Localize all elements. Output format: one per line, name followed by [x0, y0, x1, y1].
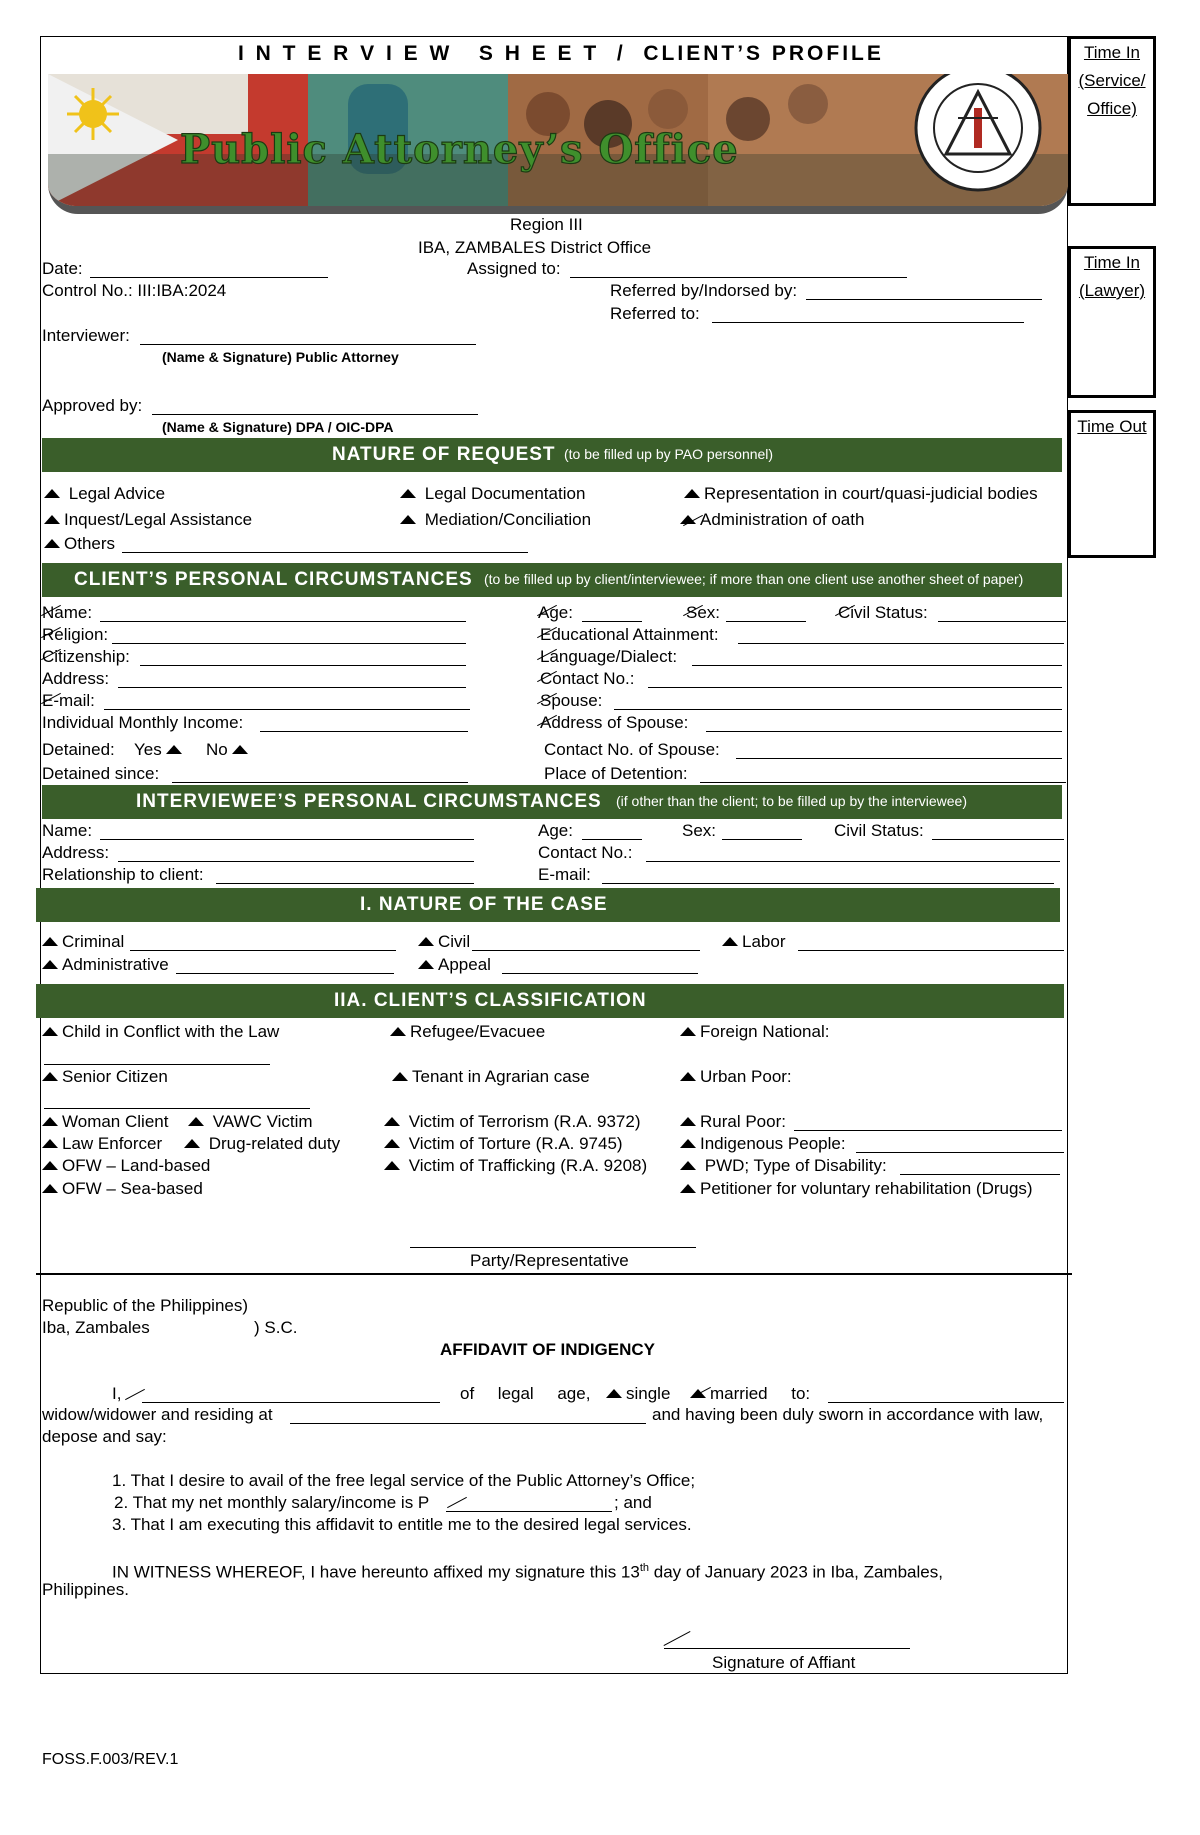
client-spouse-field[interactable]	[614, 709, 1062, 710]
class-pwd[interactable]: PWD; Type of Disability:	[680, 1156, 887, 1176]
client-detention-place-field[interactable]	[700, 782, 1066, 783]
client-note: (to be filled up by client/interviewee; if more than one client use another sheet of paper)	[484, 571, 1024, 587]
affidavit-widow-residing: widow/widower and residing at	[42, 1405, 273, 1424]
class-indigenous-field[interactable]	[856, 1152, 1064, 1153]
case-administrative[interactable]: Administrative	[42, 955, 169, 975]
client-detained-label: Detained:	[42, 740, 115, 759]
client-detained-since-field[interactable]	[172, 782, 468, 783]
client-email-label: E-mail:	[42, 691, 95, 710]
checkbox-triangle-icon	[384, 1117, 400, 1126]
interviewee-sex-label: Sex:	[682, 821, 717, 840]
client-heading: CLIENT’S PERSONAL CIRCUMSTANCES	[74, 569, 473, 590]
checkbox-triangle-icon	[722, 937, 738, 946]
client-name-label: Name:	[42, 603, 93, 622]
client-spouse-contact-field[interactable]	[736, 758, 1062, 759]
checkbox-triangle-icon	[42, 1072, 58, 1081]
client-sex-field[interactable]	[726, 621, 806, 622]
referred-by-field[interactable]	[806, 299, 1042, 300]
class-terrorism-victim[interactable]: Victim of Terrorism (R.A. 9372)	[384, 1112, 641, 1132]
checkbox-triangle-icon	[680, 1184, 696, 1193]
checkbox-triangle-icon	[680, 1161, 696, 1170]
checkbox-triangle-icon	[42, 1184, 58, 1193]
checkbox-triangle-icon	[42, 937, 58, 946]
checkbox-triangle-icon	[680, 1072, 696, 1081]
date-label: Date:	[42, 259, 83, 278]
checkbox-triangle-icon	[384, 1161, 400, 1170]
client-education-label: Educational Attainment:	[540, 625, 719, 644]
interviewee-sex-field[interactable]	[722, 839, 802, 840]
request-legal-documentation[interactable]: Legal Documentation	[400, 484, 585, 504]
checkbox-triangle-icon	[384, 1139, 400, 1148]
checkbox-triangle-icon	[418, 937, 434, 946]
section-divider	[36, 1273, 1072, 1275]
interviewee-contact-label: Contact No.:	[538, 843, 633, 862]
referred-to-label: Referred to:	[610, 304, 700, 323]
interviewee-email-label: E-mail:	[538, 865, 591, 884]
class-trafficking-victim[interactable]: Victim of Trafficking (R.A. 9208)	[384, 1156, 647, 1176]
class-pwd-field[interactable]	[900, 1174, 1060, 1175]
case-appeal[interactable]: Appeal	[418, 955, 491, 975]
case-administrative-field[interactable]	[176, 973, 394, 974]
affidavit-item-2-end: ; and	[614, 1493, 652, 1512]
checkbox-triangle-icon	[680, 1139, 696, 1148]
checkbox-triangle-icon	[684, 489, 700, 498]
class-urban-poor[interactable]: Urban Poor:	[680, 1067, 792, 1087]
request-others[interactable]: Others	[44, 534, 115, 554]
checkbox-triangle-icon	[42, 1027, 58, 1036]
interviewee-address-label: Address:	[42, 843, 110, 862]
classification-bar	[36, 984, 1064, 1018]
assigned-to-label: Assigned to:	[467, 259, 561, 278]
class-vawc-victim[interactable]: VAWC Victim	[188, 1112, 313, 1132]
class-drug-rehab[interactable]: Petitioner for voluntary rehabilitation (Drugs)	[680, 1179, 1033, 1199]
time-out-box: Time Out	[1068, 410, 1156, 558]
case-civil[interactable]: Civil	[418, 932, 470, 952]
case-labor[interactable]: Labor	[722, 932, 785, 952]
client-civil-status-field[interactable]	[938, 621, 1066, 622]
client-detention-place-label: Place of Detention:	[544, 764, 688, 783]
class-senior-citizen-field[interactable]	[44, 1108, 310, 1109]
case-labor-field[interactable]	[798, 950, 1064, 951]
nature-of-case-heading: I. NATURE OF THE CASE	[360, 894, 608, 915]
interviewer-note: (Name & Signature) Public Attorney	[162, 349, 399, 365]
approved-by-label: Approved by:	[42, 396, 143, 415]
checkbox-triangle-icon	[184, 1139, 200, 1148]
affidavit-item-3: 3. That I am executing this affidavit to entitle me to the desired legal services.	[112, 1515, 692, 1534]
interviewee-name-field[interactable]	[100, 839, 474, 840]
classification-heading: IIA. CLIENT’S CLASSIFICATION	[334, 990, 647, 1011]
interviewee-heading: INTERVIEWEE’S PERSONAL CIRCUMSTANCES	[136, 791, 602, 812]
request-mediation[interactable]: Mediation/Conciliation	[400, 510, 591, 530]
client-citizenship-field[interactable]	[140, 665, 466, 666]
affidavit-depose: depose and say:	[42, 1427, 167, 1446]
nature-of-request-heading: NATURE OF REQUEST	[332, 444, 556, 465]
class-child-conflict[interactable]: Child in Conflict with the Law	[42, 1022, 279, 1042]
affidavit-duly-sworn: and having been duly sworn in accordance with law,	[652, 1405, 1044, 1424]
class-refugee[interactable]: Refugee/Evacuee	[390, 1022, 545, 1042]
referred-to-field[interactable]	[712, 322, 1024, 323]
interviewee-civil-status-field[interactable]	[932, 839, 1064, 840]
client-language-field[interactable]	[692, 665, 1062, 666]
request-legal-advice[interactable]: Legal Advice	[44, 484, 165, 504]
affidavit-item-2: 2. That my net monthly salary/income is P	[114, 1493, 430, 1512]
interviewer-label: Interviewer:	[42, 326, 130, 345]
signature-of-affiant-label: Signature of Affiant	[712, 1653, 856, 1672]
date-field[interactable]	[90, 277, 328, 278]
party-representative-label: Party/Representative	[470, 1251, 629, 1270]
request-others-field[interactable]	[122, 552, 528, 553]
affidavit-republic: Republic of the Philippines)	[42, 1296, 249, 1315]
class-torture-victim[interactable]: Victim of Torture (R.A. 9745)	[384, 1134, 623, 1154]
class-ofw-sea[interactable]: OFW – Sea-based	[42, 1179, 203, 1199]
affidavit-item-1: 1. That I desire to avail of the free legal service of the Public Attorney’s Office;	[112, 1471, 696, 1490]
client-age-label: Age:	[538, 603, 573, 622]
checkbox-triangle-icon	[188, 1117, 204, 1126]
referred-by-label: Referred by/Indorsed by:	[610, 281, 798, 300]
case-criminal[interactable]: Criminal	[42, 932, 124, 952]
class-rural-poor-field[interactable]	[794, 1130, 1062, 1131]
affidavit-i: I,	[112, 1384, 122, 1403]
affidavit-witness: IN WITNESS WHEREOF, I have hereunto affixed my signature this 13th day of January 2023 in Iba, Zambales,	[112, 1562, 943, 1582]
assigned-to-field[interactable]	[570, 277, 907, 278]
pao-banner	[48, 74, 1068, 214]
client-spouse-address-label: Address of Spouse:	[540, 713, 689, 732]
time-in-service-box: Time In (Service/ Office)	[1068, 36, 1156, 206]
interviewee-civil-status-label: Civil Status:	[834, 821, 924, 840]
interviewee-contact-field[interactable]	[646, 861, 1060, 862]
checkbox-triangle-icon	[680, 1027, 696, 1036]
time-in-lawyer-box: Time In (Lawyer)	[1068, 246, 1156, 398]
client-name-field[interactable]	[100, 621, 466, 622]
checkbox-triangle-icon	[392, 1072, 408, 1081]
residence-field[interactable]	[290, 1423, 646, 1424]
checkbox-triangle-icon	[42, 960, 58, 969]
checkbox-triangle-icon	[166, 745, 182, 754]
affiant-name-field[interactable]	[142, 1402, 440, 1403]
affiant-signature-field[interactable]	[664, 1648, 910, 1649]
pao-seal	[916, 74, 1040, 190]
district-label: IBA, ZAMBALES District Office	[418, 238, 652, 257]
client-education-field[interactable]	[738, 643, 1064, 644]
client-income-field[interactable]	[260, 731, 468, 732]
affidavit-iba: Iba, Zambales	[42, 1318, 150, 1337]
request-representation[interactable]: Representation in court/quasi-judicial bodies	[684, 484, 1038, 504]
checkbox-triangle-icon	[44, 539, 60, 548]
checkbox-triangle-icon	[44, 515, 60, 524]
form-code: FOSS.F.003/REV.1	[42, 1751, 179, 1768]
case-appeal-field[interactable]	[502, 973, 698, 974]
party-signature-field[interactable]	[410, 1247, 696, 1248]
client-religion-field[interactable]	[112, 643, 466, 644]
interviewer-field[interactable]	[140, 344, 476, 345]
class-law-enforcer[interactable]: Law Enforcer	[42, 1134, 162, 1154]
class-foreign-national[interactable]: Foreign National:	[680, 1022, 829, 1042]
interviewee-age-label: Age:	[538, 821, 573, 840]
interviewee-address-field[interactable]	[118, 861, 474, 862]
checkbox-triangle-icon	[400, 489, 416, 498]
affidavit-philippines: Philippines.	[42, 1580, 129, 1599]
class-child-conflict-field[interactable]	[44, 1064, 270, 1065]
nature-of-request-note: (to be filled up by PAO personnel)	[564, 446, 774, 462]
case-civil-field[interactable]	[472, 950, 700, 951]
detained-no-option[interactable]: No	[206, 740, 252, 760]
region-label: Region III	[510, 215, 583, 234]
checkbox-triangle-icon	[400, 515, 416, 524]
client-contact-label: Contact No.:	[540, 669, 635, 688]
interviewee-email-field[interactable]	[602, 883, 1054, 884]
client-age-field[interactable]	[582, 621, 642, 622]
request-inquest[interactable]: Inquest/Legal Assistance	[44, 510, 252, 530]
approved-by-note: (Name & Signature) DPA / OIC-DPA	[162, 419, 394, 435]
class-senior-citizen[interactable]: Senior Citizen	[42, 1067, 168, 1087]
client-address-field[interactable]	[118, 687, 466, 688]
client-spouse-contact-label: Contact No. of Spouse:	[544, 740, 720, 759]
checkbox-triangle-icon	[680, 1117, 696, 1126]
client-citizenship-label: Citizenship:	[42, 647, 130, 666]
affidavit-single-option[interactable]: single	[606, 1384, 670, 1404]
class-indigenous[interactable]: Indigenous People:	[680, 1134, 846, 1154]
client-language-label: Language/Dialect:	[540, 647, 678, 666]
interviewee-note: (if other than the client; to be filled up by the interviewee)	[616, 793, 967, 809]
checkbox-triangle-icon	[42, 1117, 58, 1126]
checkbox-triangle-icon	[418, 960, 434, 969]
interviewee-age-field[interactable]	[582, 839, 642, 840]
approved-by-field[interactable]	[152, 414, 478, 415]
client-bar	[42, 563, 1062, 597]
client-civil-status-label: Civil Status:	[838, 603, 928, 622]
class-drug-related-duty[interactable]: Drug-related duty	[184, 1134, 340, 1154]
client-income-label: Individual Monthly Income:	[42, 713, 244, 732]
class-rural-poor[interactable]: Rural Poor:	[680, 1112, 786, 1132]
affidavit-title: AFFIDAVIT OF INDIGENCY	[440, 1340, 656, 1359]
client-spouse-label: Spouse:	[540, 691, 603, 710]
class-ofw-land[interactable]: OFW – Land-based	[42, 1156, 210, 1176]
case-criminal-field[interactable]	[130, 950, 396, 951]
banner-title: Public Attorney’s Office	[180, 126, 739, 173]
client-sex-label: Sex:	[686, 603, 721, 622]
checkbox-triangle-icon	[232, 745, 248, 754]
affidavit-married-option[interactable]: married to:	[690, 1384, 810, 1404]
client-contact-field[interactable]	[648, 687, 1062, 688]
interviewee-bar	[42, 785, 1062, 819]
affidavit-of-legal-age: of legal age,	[460, 1384, 591, 1403]
checkbox-triangle-icon	[44, 489, 60, 498]
checkbox-triangle-icon	[42, 1139, 58, 1148]
interviewee-relationship-field[interactable]	[216, 883, 474, 884]
checkbox-triangle-icon	[606, 1389, 622, 1398]
income-field[interactable]	[446, 1511, 612, 1512]
interviewee-name-label: Name:	[42, 821, 93, 840]
checkbox-triangle-icon	[42, 1161, 58, 1170]
client-religion-label: Religion:	[42, 625, 109, 644]
checkbox-triangle-icon	[390, 1027, 406, 1036]
detained-yes-option[interactable]: Yes	[134, 740, 186, 760]
form-title: I N T E R V I E W S H E E T / CLIENT’S PROFILE	[238, 42, 884, 65]
affidavit-sc: ) S.C.	[254, 1318, 298, 1337]
client-address-label: Address:	[42, 669, 110, 688]
client-email-field[interactable]	[104, 709, 470, 710]
class-tenant-agrarian[interactable]: Tenant in Agrarian case	[392, 1067, 590, 1087]
client-detained-since-label: Detained since:	[42, 764, 160, 783]
married-to-field[interactable]	[828, 1402, 1064, 1403]
request-oath[interactable]: Administration of oath	[680, 510, 864, 530]
class-woman-client[interactable]: Woman Client	[42, 1112, 168, 1132]
control-no-label: Control No.: III:IBA:2024	[42, 281, 227, 300]
client-spouse-address-field[interactable]	[706, 731, 1062, 732]
nature-of-request-bar	[42, 438, 1062, 472]
nature-of-case-bar	[36, 888, 1060, 922]
interviewee-relationship-label: Relationship to client:	[42, 865, 204, 884]
